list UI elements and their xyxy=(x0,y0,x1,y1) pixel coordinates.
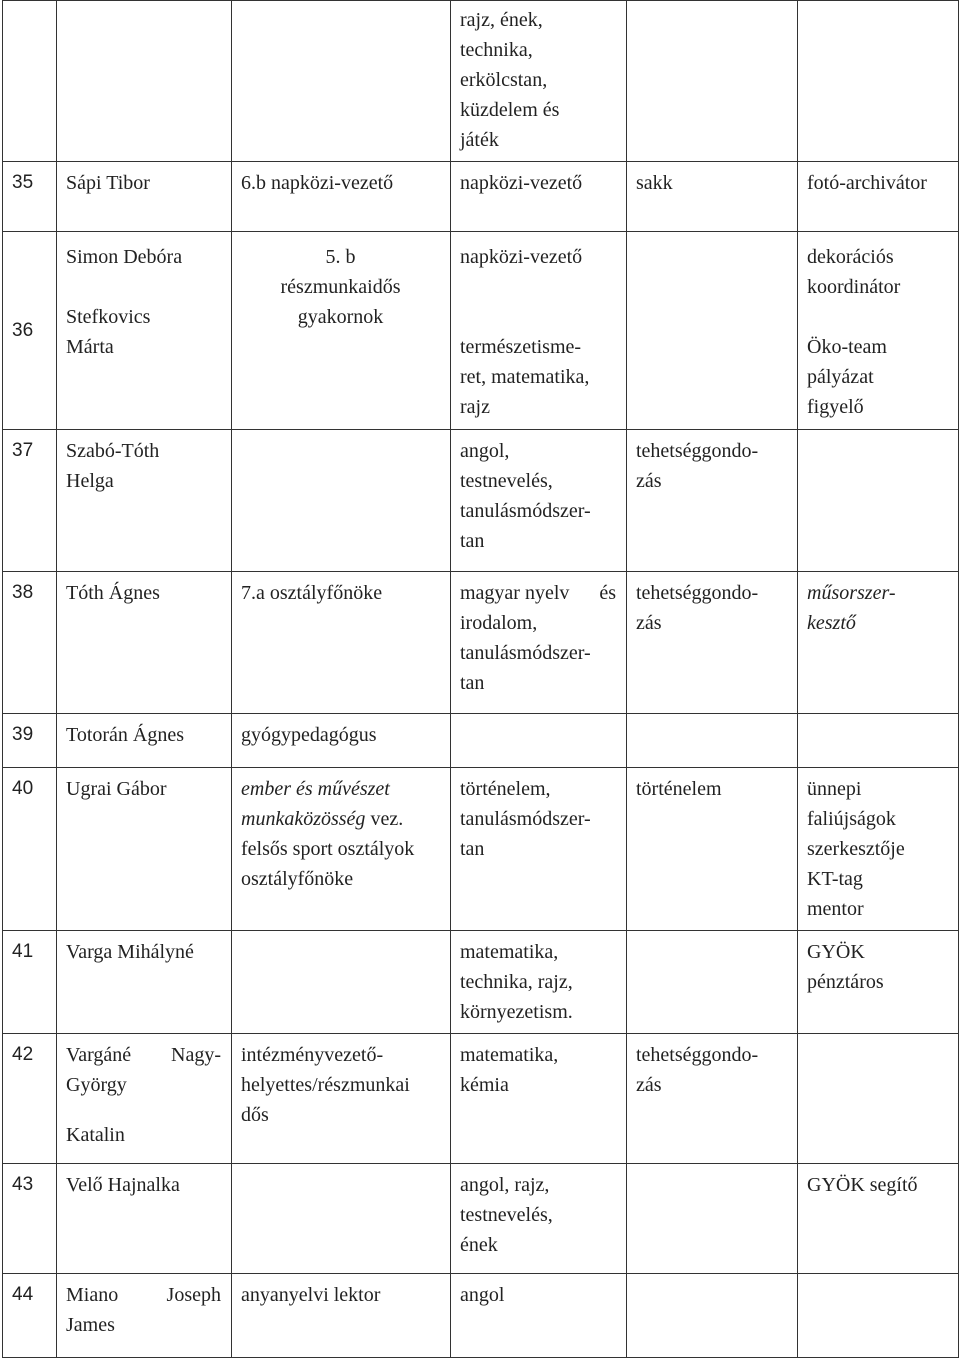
row-number: 39 xyxy=(3,714,57,768)
subject-line: matematika, xyxy=(460,941,559,963)
extra-line: tehetséggondo- xyxy=(636,582,759,604)
name-line: Helga xyxy=(66,470,114,492)
extra-line: tehetséggondo- xyxy=(636,440,759,462)
table-row xyxy=(3,714,959,768)
name-line xyxy=(66,1280,221,1310)
subject-line: rajz, ének, xyxy=(460,9,543,31)
extra-line: zás xyxy=(636,470,662,492)
row-number: 40 xyxy=(3,768,57,931)
extra-cell xyxy=(627,430,798,572)
row-number: 38 xyxy=(3,572,57,714)
other-line: faliújságok xyxy=(807,808,896,830)
other-cell xyxy=(798,1034,959,1164)
role-cell: 7.a osztályfőnöke xyxy=(232,572,451,714)
subjects-cell xyxy=(451,768,627,931)
table-row xyxy=(3,572,959,714)
other-cell xyxy=(798,1,959,162)
name-line: Katalin xyxy=(66,1124,125,1146)
name-word: Joseph xyxy=(166,1284,221,1306)
extra-cell xyxy=(627,1,798,162)
name-line: Szabó-Tóth xyxy=(66,440,160,462)
other-cell: GYÖK segítő xyxy=(798,1164,959,1274)
table-row xyxy=(3,430,959,572)
other-cell xyxy=(798,430,959,572)
subjects-cell xyxy=(451,232,627,430)
subjects-cell xyxy=(451,1164,627,1274)
subject-line: természetisme- xyxy=(460,336,582,358)
subject-line: tan xyxy=(460,530,485,552)
other-cell xyxy=(798,931,959,1034)
table-row xyxy=(3,1,959,162)
other-line: pénztáros xyxy=(807,971,884,993)
subjects-cell xyxy=(451,1034,627,1164)
subject-word: magyar nyelv xyxy=(460,582,570,604)
extra-cell xyxy=(627,931,798,1034)
role-line: részmunkaidős xyxy=(280,276,401,298)
subject-line: erkölcstan, xyxy=(460,69,548,91)
subject-line xyxy=(460,578,616,608)
name-cell: Velő Hajnalka xyxy=(57,1164,232,1274)
subjects-cell: angol xyxy=(451,1274,627,1358)
other-line: szerkesztője xyxy=(807,838,905,860)
role-cell xyxy=(232,1034,451,1164)
other-line: figyelő xyxy=(807,396,864,418)
other-line: GYÖK xyxy=(807,941,865,963)
role-line: dős xyxy=(241,1104,269,1126)
extra-cell xyxy=(627,1164,798,1274)
subject-word: és xyxy=(599,582,616,604)
role-cell xyxy=(232,768,451,931)
subject-line: napközi-vezető xyxy=(460,246,583,268)
other-cell xyxy=(798,572,959,714)
role-cell xyxy=(232,1,451,162)
other-cell xyxy=(798,768,959,931)
subjects-cell xyxy=(451,1,627,162)
table-row xyxy=(3,232,959,430)
subjects-cell: napközi-vezető xyxy=(451,162,627,232)
name-line: György xyxy=(66,1074,127,1096)
extra-cell xyxy=(627,1034,798,1164)
role-cell xyxy=(232,1164,451,1274)
role-line: gyakornok xyxy=(297,306,384,328)
extra-line: tehetséggondo- xyxy=(636,1044,759,1066)
role-word: munkaközösség xyxy=(241,808,366,830)
name-cell xyxy=(57,1274,232,1358)
extra-cell: történelem xyxy=(627,768,798,931)
subject-line: tanulásmódszer- xyxy=(460,808,591,830)
extra-cell xyxy=(627,572,798,714)
role-line: osztályfőnöke xyxy=(241,868,354,890)
subject-line: irodalom, xyxy=(460,612,538,634)
name-cell xyxy=(57,1034,232,1164)
subjects-cell xyxy=(451,572,627,714)
name-word: Nagy- xyxy=(171,1044,221,1066)
role-cell: 6.b napközi-vezető xyxy=(232,162,451,232)
role-line: helyettes/részmunkai xyxy=(241,1074,410,1096)
other-line: műsorszer- xyxy=(807,582,896,604)
other-line: KT-tag xyxy=(807,868,863,890)
name-cell xyxy=(57,1,232,162)
subject-line: kémia xyxy=(460,1074,509,1096)
row-number: 41 xyxy=(3,931,57,1034)
role-cell: anyanyelvi lektor xyxy=(232,1274,451,1358)
name-word: Vargáné xyxy=(66,1044,132,1066)
row-number: 37 xyxy=(3,430,57,572)
staff-table xyxy=(2,0,959,1358)
num-cell xyxy=(3,1,57,162)
name-word: Miano xyxy=(66,1284,119,1306)
subject-line: ret, matematika, xyxy=(460,366,590,388)
subject-line: technika, xyxy=(460,39,533,61)
subject-line: matematika, xyxy=(460,1044,559,1066)
other-cell xyxy=(798,1274,959,1358)
role-line xyxy=(241,804,440,834)
subject-line: testnevelés, xyxy=(460,1204,553,1226)
subject-line: technika, rajz, xyxy=(460,971,573,993)
subject-line: testnevelés, xyxy=(460,470,553,492)
name-cell xyxy=(57,430,232,572)
extra-cell xyxy=(627,714,798,768)
name-cell: Varga Mihályné xyxy=(57,931,232,1034)
name-line: Márta xyxy=(66,336,114,358)
extra-cell: sakk xyxy=(627,162,798,232)
subject-line: tanulásmódszer- xyxy=(460,642,591,664)
table-row xyxy=(3,1164,959,1274)
subject-line: történelem, xyxy=(460,778,551,800)
role-cell: gyógypedagógus xyxy=(232,714,451,768)
table-row xyxy=(3,931,959,1034)
role-cell xyxy=(232,931,451,1034)
name-cell: Tóth Ágnes xyxy=(57,572,232,714)
other-cell xyxy=(798,232,959,430)
other-line: Öko-team xyxy=(807,336,887,358)
row-number: 43 xyxy=(3,1164,57,1274)
other-line: kesztő xyxy=(807,612,856,634)
name-cell: Totorán Ágnes xyxy=(57,714,232,768)
subject-line: tan xyxy=(460,672,485,694)
extra-line: zás xyxy=(636,612,662,634)
other-line: koordinátor xyxy=(807,276,901,298)
row-number: 35 xyxy=(3,162,57,232)
role-line: 5. b xyxy=(325,246,356,268)
extra-line: zás xyxy=(636,1074,662,1096)
other-cell xyxy=(798,714,959,768)
table-row xyxy=(3,162,959,232)
subject-line: tanulásmódszer- xyxy=(460,500,591,522)
row-number: 36 xyxy=(3,232,57,430)
name-line: James xyxy=(66,1314,115,1336)
name-line xyxy=(66,1040,221,1070)
subjects-cell xyxy=(451,931,627,1034)
subject-line: játék xyxy=(460,129,499,151)
name-cell: Sápi Tibor xyxy=(57,162,232,232)
subject-line: angol, xyxy=(460,440,510,462)
other-cell: fotó-archivátor xyxy=(798,162,959,232)
name-line: Stefkovics xyxy=(66,306,151,328)
role-cell xyxy=(232,430,451,572)
subjects-cell xyxy=(451,714,627,768)
table-row xyxy=(3,768,959,931)
subject-line: környezetism. xyxy=(460,1001,573,1023)
role-line: ember és művészet xyxy=(241,778,390,800)
extra-cell xyxy=(627,232,798,430)
subject-line: tan xyxy=(460,838,485,860)
subject-line: küzdelem és xyxy=(460,99,560,121)
other-line: mentor xyxy=(807,898,864,920)
row-number: 42 xyxy=(3,1034,57,1164)
role-line: felsős sport osztályok xyxy=(241,838,415,860)
other-line: dekorációs xyxy=(807,246,894,268)
table-row xyxy=(3,1274,959,1358)
name-line: Simon Debóra xyxy=(66,246,183,268)
name-cell xyxy=(57,232,232,430)
row-number: 44 xyxy=(3,1274,57,1358)
subject-line: ének xyxy=(460,1234,498,1256)
role-line: intézményvezető- xyxy=(241,1044,384,1066)
other-line: pályázat xyxy=(807,366,874,388)
subject-line: rajz xyxy=(460,396,490,418)
table-row xyxy=(3,1034,959,1164)
extra-cell xyxy=(627,1274,798,1358)
subjects-cell xyxy=(451,430,627,572)
role-word: vez. xyxy=(365,808,404,830)
subject-line: angol, rajz, xyxy=(460,1174,550,1196)
role-cell xyxy=(232,232,451,430)
name-cell: Ugrai Gábor xyxy=(57,768,232,931)
other-line: ünnepi xyxy=(807,778,862,800)
